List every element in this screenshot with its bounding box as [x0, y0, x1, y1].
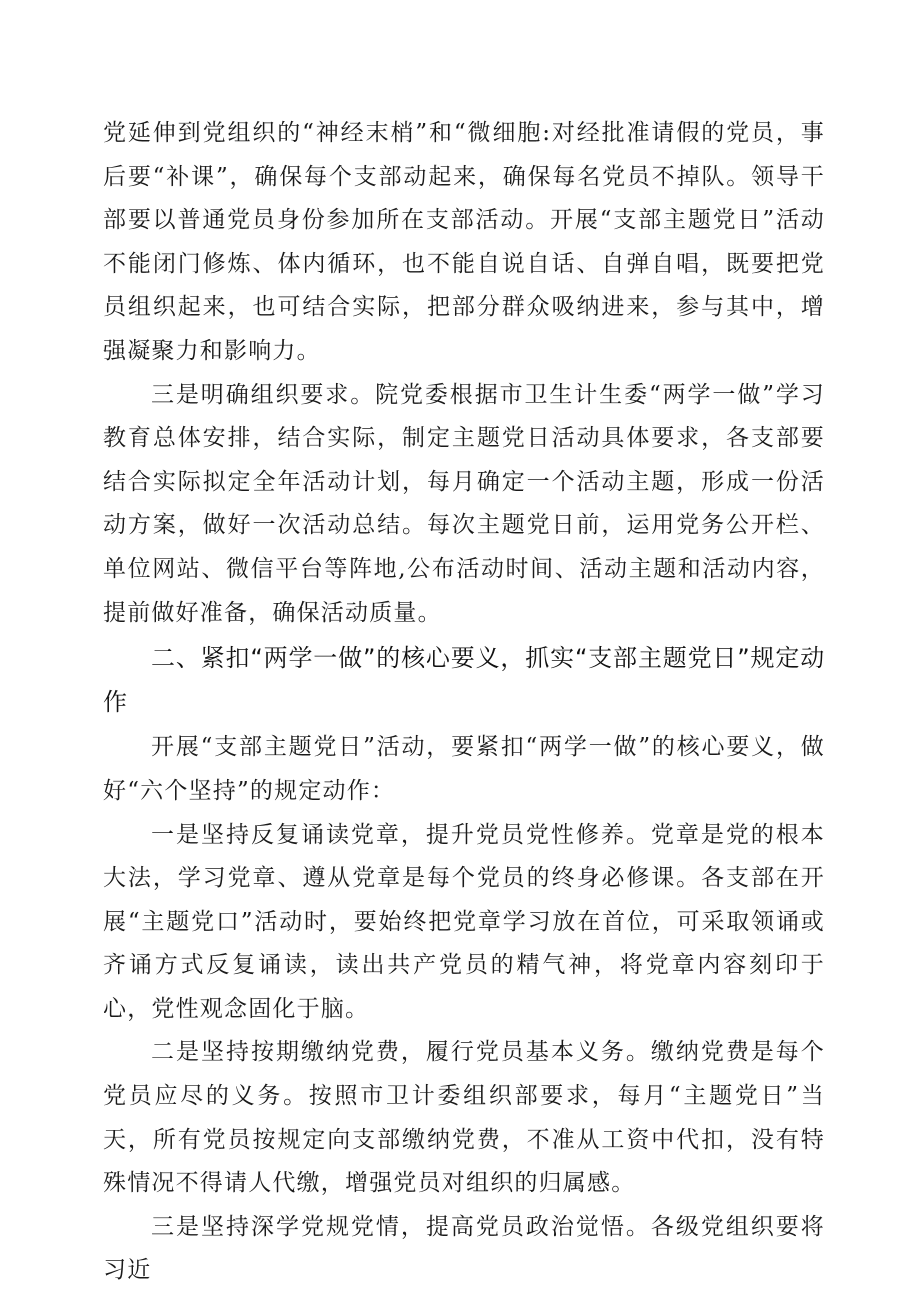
paragraph-party-rules: 三是坚持深学党规党情，提高党员政治觉悟。各级党组织要将习近: [103, 1213, 825, 1284]
paragraph-organization-requirements: 三是明确组织要求。院党委根据市卫生计生委“两学一做”学习教育总体安排，结合实际，制定主题党日活动具体要求，各支部要结合实际拟定全年活动计划，每月确定一个活动主题，形成一份活动方案，做好一次活动总结。每次主题党日前，运用党务公开栏、单位网站、微信平台等阵地,公布活动时间、活动主题和活动内容，提前做好准备，确保活动质量。: [103, 381, 825, 626]
paragraph-party-dues: 二是坚持按期缴纳党费，履行党员基本义务。缴纳党费是每个党员应尽的义务。按照市卫计委组织部要求，每月“主题党日”当天，所有党员按规定向支部缴纳党费，不准从工资中代扣，没有特殊情况不得请人代缴，增强党员对组织的归属感。: [103, 1039, 825, 1197]
paragraph-section-intro: 开展“支部主题党日”活动，要紧扣“两学一做”的核心要义，做好“六个坚持”的规定动作：: [103, 734, 825, 804]
document-body: [103, 112, 825, 1293]
section-heading-two: 二、紧扣“两学一做”的核心要义，抓实“支部主题党日”规定动作: [103, 644, 825, 716]
paragraph-party-constitution: 一是坚持反复诵读党章，提升党员党性修养。党章是党的根本大法，学习党章、遵从党章是每个党员的终身必修课。各支部在开展“主题党口”活动时，要始终把党章学习放在首位，可采取领诵或齐诵方式反复诵读，读出共产党员的精气神，将党章内容刻印于心，党性观念固化于脑。: [103, 821, 825, 1022]
paragraph-continuation: 党延伸到党组织的“神经末梢”和“微细胞:对经批准请假的党员，事后要“补课”，确保每个支部动起来，确保每名党员不掉队。领导干部要以普通党员身份参加所在支部活动。开展“支部主题党日”活动不能闭门修炼、体内循环，也不能自说自话、自弹自唱，既要把党员组织起来，也可结合实际，把部分群众吸纳进来，参与其中，增强凝聚力和影响力。: [103, 120, 825, 364]
